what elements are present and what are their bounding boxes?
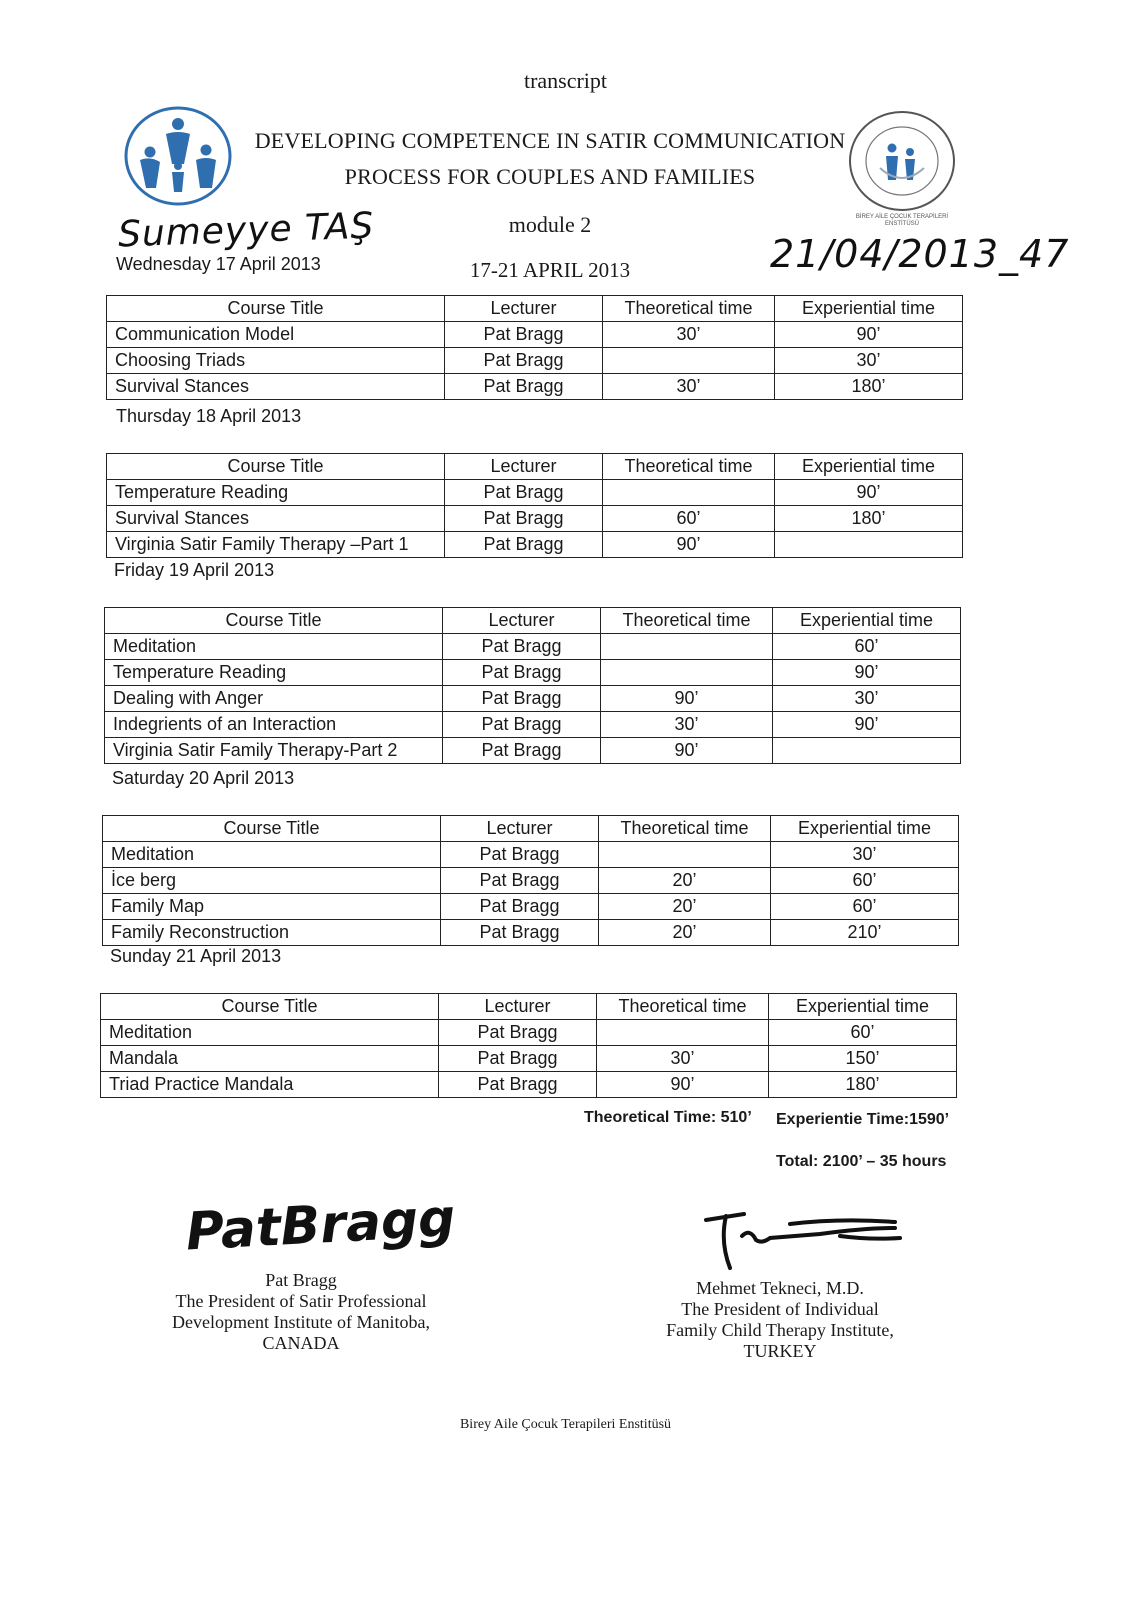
theoretical-cell: 30’ — [597, 1046, 769, 1072]
date-range: 17-21 APRIL 2013 — [469, 258, 631, 282]
mehmet-tekneci-signature — [690, 1198, 910, 1278]
table-row — [103, 842, 959, 868]
satir-logo-icon — [122, 104, 234, 208]
table-row — [101, 1072, 957, 1098]
theoretical-cell — [601, 660, 773, 686]
lecturer-cell: Pat Bragg — [439, 1046, 597, 1072]
theoretical-cell: 20’ — [599, 920, 771, 946]
theoretical-cell: 30’ — [603, 322, 775, 348]
experiential-cell: 60’ — [771, 868, 959, 894]
course-cell: Triad Practice Mandala — [101, 1072, 439, 1098]
day-label: Sunday 21 April 2013 — [110, 946, 282, 966]
table-row — [101, 1020, 957, 1046]
course-cell: Dealing with Anger — [105, 686, 443, 712]
day-label: Wednesday 17 April 2013 — [116, 254, 321, 274]
handwritten-student-name: Sumeyye TAŞ — [117, 205, 375, 256]
document-label: transcript — [523, 68, 608, 93]
signatory-country: CANADA — [262, 1333, 340, 1353]
theoretical-cell — [597, 1020, 769, 1046]
pat-bragg-signature-text: PatBragg — [184, 1188, 457, 1263]
experiential-cell: 180’ — [775, 374, 963, 400]
experiential-cell — [775, 532, 963, 558]
table-row — [105, 712, 961, 738]
signatory-country: TURKEY — [743, 1341, 817, 1361]
day-label: Thursday 18 April 2013 — [116, 406, 302, 426]
lecturer-cell: Pat Bragg — [441, 842, 599, 868]
lecturer-cell: Pat Bragg — [445, 374, 603, 400]
table-row — [107, 322, 963, 348]
experiential-cell: 90’ — [775, 322, 963, 348]
grand-total: Total: 2100’ – 35 hours — [776, 1153, 947, 1170]
lecturer-cell: Pat Bragg — [445, 480, 603, 506]
header-lecturer: Lecturer — [445, 454, 603, 480]
course-title-line-2: PROCESS FOR COUPLES AND FAMILIES — [344, 164, 756, 189]
lecturer-cell: Pat Bragg — [445, 506, 603, 532]
table-header-row — [103, 816, 959, 842]
lecturer-cell: Pat Bragg — [439, 1020, 597, 1046]
experiential-cell: 180’ — [769, 1072, 957, 1098]
day-label: Saturday 20 April 2013 — [112, 768, 295, 788]
lecturer-cell: Pat Bragg — [441, 920, 599, 946]
table-row — [105, 634, 961, 660]
header-lecturer: Lecturer — [443, 608, 601, 634]
footer-institute: Birey Aile Çocuk Terapileri Enstitüsü — [459, 1417, 672, 1432]
institute-seal-icon — [846, 108, 958, 214]
lecturer-cell: Pat Bragg — [445, 322, 603, 348]
experiential-cell: 30’ — [771, 842, 959, 868]
course-cell: Meditation — [101, 1020, 439, 1046]
pat-bragg-signature — [180, 1188, 480, 1268]
experiential-cell: 60’ — [769, 1020, 957, 1046]
experiential-cell: 60’ — [773, 634, 961, 660]
experiential-cell: 90’ — [775, 480, 963, 506]
experiential-cell: 150’ — [769, 1046, 957, 1072]
course-cell: Indegrients of an Interaction — [105, 712, 443, 738]
course-cell: Choosing Triads — [107, 348, 445, 374]
table-row — [107, 374, 963, 400]
course-cell: Mandala — [101, 1046, 439, 1072]
experiential-cell — [773, 738, 961, 764]
header-lecturer: Lecturer — [439, 994, 597, 1020]
theoretical-cell: 90’ — [597, 1072, 769, 1098]
signatory-name: Pat Bragg — [265, 1270, 337, 1290]
signatory-title: The President of Satir Professional — [175, 1291, 427, 1311]
course-title-line-1: DEVELOPING COMPETENCE IN SATIR COMMUNICATION — [254, 128, 846, 153]
table-row — [105, 686, 961, 712]
theoretical-cell: 20’ — [599, 868, 771, 894]
header-theoretical: Theoretical time — [603, 296, 775, 322]
header-theoretical: Theoretical time — [597, 994, 769, 1020]
lecturer-cell: Pat Bragg — [443, 738, 601, 764]
course-cell: Survival Stances — [107, 374, 445, 400]
experiential-cell: 30’ — [775, 348, 963, 374]
course-cell: Meditation — [105, 634, 443, 660]
header-course: Course Title — [101, 994, 439, 1020]
theoretical-cell: 90’ — [601, 738, 773, 764]
theoretical-cell: 20’ — [599, 894, 771, 920]
header-experiential: Experiential time — [771, 816, 959, 842]
header-lecturer: Lecturer — [445, 296, 603, 322]
table-row — [107, 348, 963, 374]
theoretical-cell — [599, 842, 771, 868]
header-experiential: Experiential time — [773, 608, 961, 634]
lecturer-cell: Pat Bragg — [443, 686, 601, 712]
experiential-total: Experientie Time:1590’ — [776, 1111, 950, 1128]
experiential-cell: 210’ — [771, 920, 959, 946]
header-course: Course Title — [107, 296, 445, 322]
table-row — [105, 660, 961, 686]
table-header-row — [107, 454, 963, 480]
experiential-cell: 60’ — [771, 894, 959, 920]
course-cell: Temperature Reading — [107, 480, 445, 506]
left-signatory — [156, 1270, 446, 1354]
header-lecturer: Lecturer — [441, 816, 599, 842]
experiential-cell: 90’ — [773, 712, 961, 738]
course-cell: Survival Stances — [107, 506, 445, 532]
course-cell: Virginia Satir Family Therapy-Part 2 — [105, 738, 443, 764]
header-course: Course Title — [103, 816, 441, 842]
signatory-org: Family Child Therapy Institute, — [666, 1320, 894, 1340]
header-theoretical: Theoretical time — [601, 608, 773, 634]
lecturer-cell: Pat Bragg — [443, 660, 601, 686]
table-row — [103, 868, 959, 894]
institute-seal-text: BİREY AİLE ÇOCUK TERAPİLERİ ENSTİTÜSÜ — [855, 214, 949, 227]
course-cell: Family Reconstruction — [103, 920, 441, 946]
lecturer-cell: Pat Bragg — [443, 712, 601, 738]
table-header-row — [105, 608, 961, 634]
right-signatory — [640, 1278, 920, 1362]
header-experiential: Experiential time — [769, 994, 957, 1020]
course-cell: Meditation — [103, 842, 441, 868]
schedule-table — [102, 815, 959, 946]
theoretical-cell: 60’ — [603, 506, 775, 532]
schedule-table — [106, 295, 963, 400]
lecturer-cell: Pat Bragg — [443, 634, 601, 660]
header-course: Course Title — [105, 608, 443, 634]
header-theoretical: Theoretical time — [603, 454, 775, 480]
table-header-row — [101, 994, 957, 1020]
theoretical-total: Theoretical Time: 510’ — [584, 1109, 752, 1126]
table-row — [107, 506, 963, 532]
header-experiential: Experiential time — [775, 296, 963, 322]
course-cell: Virginia Satir Family Therapy –Part 1 — [107, 532, 445, 558]
signatory-name: Mehmet Tekneci, M.D. — [696, 1278, 864, 1298]
theoretical-cell: 90’ — [601, 686, 773, 712]
lecturer-cell: Pat Bragg — [445, 532, 603, 558]
header-experiential: Experiential time — [775, 454, 963, 480]
course-cell: Family Map — [103, 894, 441, 920]
schedule-table — [106, 453, 963, 558]
table-row — [103, 920, 959, 946]
theoretical-cell — [601, 634, 773, 660]
signatory-org: Development Institute of Manitoba, — [172, 1312, 430, 1332]
course-cell: Communication Model — [107, 322, 445, 348]
signatory-title: The President of Individual — [681, 1299, 879, 1319]
table-row — [107, 480, 963, 506]
experiential-cell: 90’ — [773, 660, 961, 686]
theoretical-cell — [603, 480, 775, 506]
header-theoretical: Theoretical time — [599, 816, 771, 842]
table-row — [103, 894, 959, 920]
lecturer-cell: Pat Bragg — [441, 894, 599, 920]
theoretical-cell: 30’ — [601, 712, 773, 738]
lecturer-cell: Pat Bragg — [441, 868, 599, 894]
lecturer-cell: Pat Bragg — [439, 1072, 597, 1098]
theoretical-cell — [603, 348, 775, 374]
table-row — [101, 1046, 957, 1072]
table-row — [105, 738, 961, 764]
schedule-table — [100, 993, 957, 1098]
schedule-table — [104, 607, 961, 764]
day-label: Friday 19 April 2013 — [114, 560, 275, 580]
module-label: module 2 — [508, 212, 592, 237]
course-cell: İce berg — [103, 868, 441, 894]
table-header-row — [107, 296, 963, 322]
theoretical-cell: 30’ — [603, 374, 775, 400]
theoretical-cell: 90’ — [603, 532, 775, 558]
experiential-cell: 180’ — [775, 506, 963, 532]
experiential-cell: 30’ — [773, 686, 961, 712]
course-cell: Temperature Reading — [105, 660, 443, 686]
table-row — [107, 532, 963, 558]
header-course: Course Title — [107, 454, 445, 480]
lecturer-cell: Pat Bragg — [445, 348, 603, 374]
handwritten-date-stamp: 21/04/2013_47 — [770, 232, 1070, 276]
